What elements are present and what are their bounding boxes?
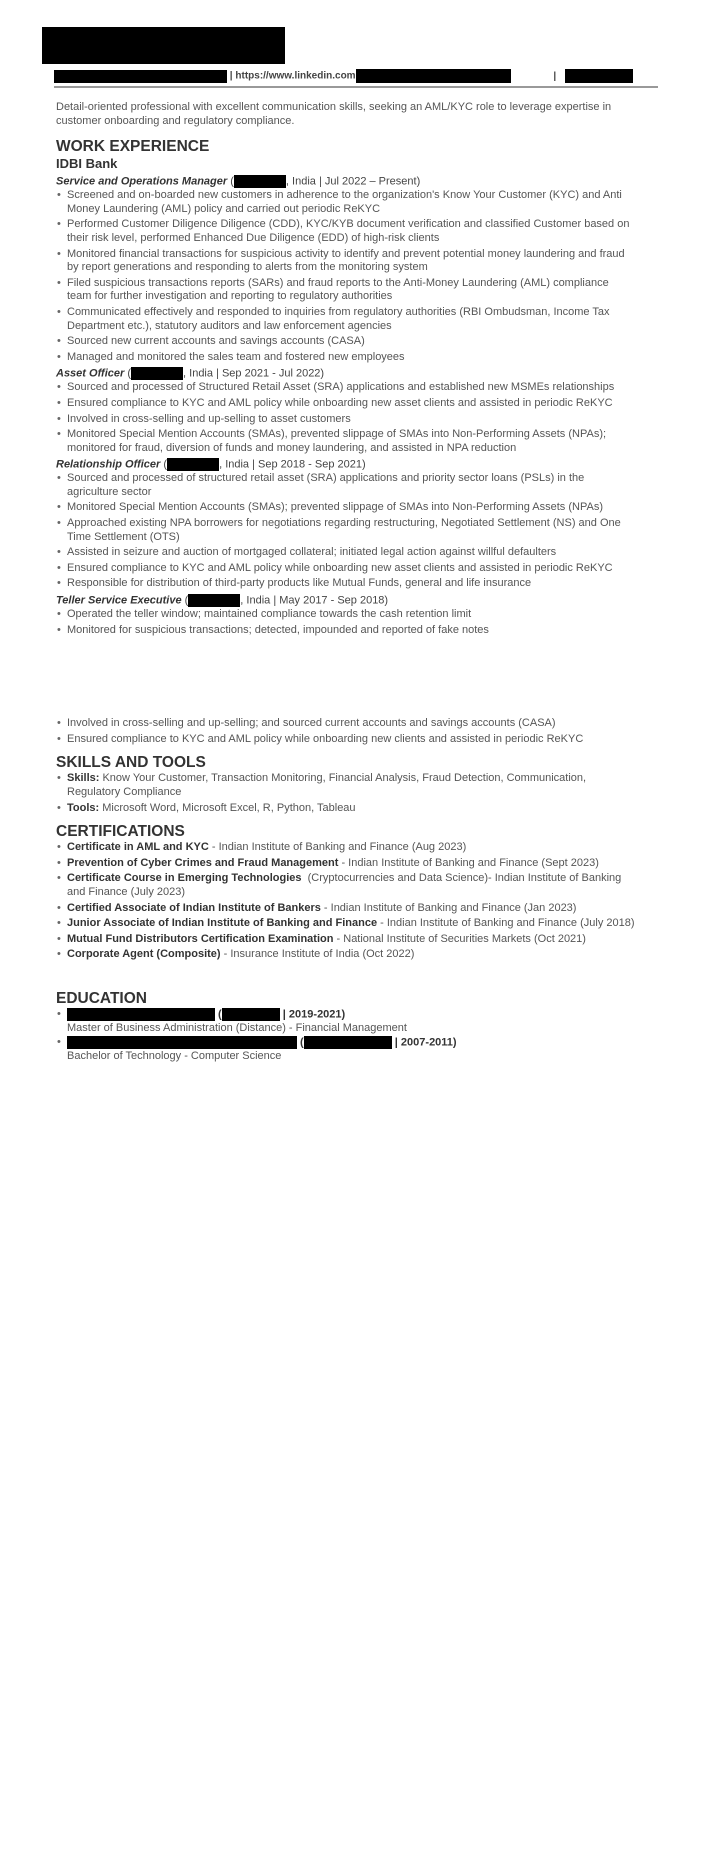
job-bullets — [56, 717, 636, 746]
list-item: • Ensured compliance to KYC and AML policy while onboarding new clients and assisted in periodic ReKYC — [56, 733, 636, 747]
certification-name: Certificate Course in Emerging Technologies — [67, 872, 302, 885]
separator: | — [553, 70, 557, 82]
company: IDBI Bank — [56, 156, 118, 172]
resume-body — [56, 101, 636, 1063]
job-dates: India | Jul 2022 – Present) — [292, 175, 421, 188]
education-years: | 2007-2011) — [394, 1035, 457, 1048]
list-item: • Performed Customer Diligence Diligence (CDD), KYC/KYB document verification and classified Customer based on their risk level, performed Enhanced Due Diligence (EDD) of high-risk clients — [56, 218, 636, 245]
list-item: • Ensured compliance to KYC and AML policy while onboarding new asset clients and assisted in periodic ReKYC — [56, 562, 636, 576]
job-title: Teller Service Executive — [56, 594, 182, 607]
education-degree: Master of Business Administration (Distance) - Financial Management — [67, 1021, 407, 1034]
job-dates: India | Sep 2021 - Jul 2022) — [189, 367, 325, 380]
list-item: • Monitored financial transactions for suspicious activity to identify and prevent potential money laundering and fraud by report generations and responding to alerts from the monitoring system — [56, 248, 636, 275]
location-redacted — [222, 1008, 280, 1021]
location-redacted — [131, 367, 183, 380]
list-item: • Ensured compliance to KYC and AML policy while onboarding new asset clients and assisted in periodic ReKYC — [56, 397, 636, 411]
job-bullets — [56, 381, 636, 455]
jobs — [56, 175, 636, 746]
certification-item — [56, 841, 636, 855]
job-title-line: Teller Service Executive ( , India | May 2017 - Sep 2018) — [56, 594, 389, 607]
skills-heading: SKILLS AND TOOLS — [56, 754, 206, 772]
list-item: • Monitored for suspicious transactions; detected, impounded and reported of fake notes — [56, 624, 636, 638]
separator: | — [229, 70, 233, 82]
education-heading: EDUCATION — [56, 989, 147, 1007]
certification-item — [56, 872, 636, 899]
certifications-list — [56, 841, 636, 962]
location-redacted — [234, 175, 286, 188]
name-redacted — [42, 27, 285, 64]
list-item: • Monitored Special Mention Accounts (SMAs); prevented slippage of SMAs into Non-Performing Assets (NPAs) — [56, 501, 636, 515]
list-item: • Sourced and processed of Structured Retail Asset (SRA) applications and established new MSMEs relationships — [56, 381, 636, 395]
certification-item — [56, 917, 636, 931]
list-item: • Sourced and processed of structured retail asset (SRA) applications and priority sector loans (PSLs) in the agriculture sector — [56, 472, 636, 499]
certification-name: Mutual Fund Distributors Certification Examination — [67, 932, 334, 945]
work-heading: WORK EXPERIENCE — [56, 138, 210, 156]
list-item: • Involved in cross-selling and up-selling; and sourced current accounts and savings accounts (CASA) — [56, 717, 636, 731]
location-redacted — [304, 1036, 392, 1049]
location-redacted — [167, 458, 219, 471]
certifications-heading: CERTIFICATIONS — [56, 823, 185, 841]
job-title: Relationship Officer — [56, 458, 161, 471]
job-bullets — [56, 189, 636, 364]
job-bullets — [56, 608, 636, 637]
job-dates: India | May 2017 - Sep 2018) — [246, 594, 389, 607]
certification-detail: (Cryptocurrencies and Data Science)- Indian Institute of Banking and Finance (July 2023) — [67, 872, 625, 898]
phone-redacted — [565, 69, 633, 83]
school-redacted — [67, 1008, 215, 1021]
list-item: • Assisted in seizure and auction of mortgaged collateral; initiated legal action against willful defaulters — [56, 546, 636, 560]
job-title: Service and Operations Manager — [56, 175, 228, 188]
list-item: • Communicated effectively and responded to inquiries from regulatory authorities (RBI Ombudsman, Income Tax Department etc.), statutory auditors and law enforcement agencies — [56, 306, 636, 333]
job-title-line: Asset Officer ( , India | Sep 2021 - Jul 2022) — [56, 367, 325, 380]
certification-item — [56, 948, 636, 962]
job-title-line: Service and Operations Manager ( , India | Jul 2022 – Present) — [56, 175, 421, 188]
contact-line — [54, 69, 632, 83]
certification-item — [56, 857, 636, 871]
certification-name: Corporate Agent (Composite) — [67, 948, 221, 961]
certification-detail: - Indian Institute of Banking and Finance (Sept 2023) — [338, 856, 599, 869]
list-item: • Sourced new current accounts and savings accounts (CASA) — [56, 335, 636, 349]
certification-detail: - Indian Institute of Banking and Finance (July 2018) — [377, 917, 635, 930]
skills-text: Microsoft Word, Microsoft Excel, R, Python, Tableau — [99, 801, 356, 814]
linkedin-link[interactable]: https://www.linkedin.com — [235, 70, 356, 82]
certification-detail: - Indian Institute of Banking and Finance (Aug 2023) — [208, 841, 467, 854]
list-item: • Approached existing NPA borrowers for negotiations regarding restructuring, Negotiated Settlement (NS) and One Time Settlement (OTS) — [56, 517, 636, 544]
certification-item — [56, 902, 636, 916]
education-item: • ( | 2007-2011) Bachelor of Technology - Computer Science — [56, 1036, 636, 1064]
summary: Detail-oriented professional with excellent communication skills, seeking an AML/KYC role to leverage expertise in customer onboarding and regulatory compliance. — [56, 101, 612, 127]
list-item: • Operated the teller window; maintained compliance towards the cash retention limit — [56, 608, 636, 622]
list-item: • Monitored Special Mention Accounts (SMAs), prevented slippage of SMAs into Non-Performing Assets (NPAs); monitored for fraud, diversion of funds and money laundering, and assisted in NPA reduction — [56, 428, 636, 455]
skills-label: Skills: — [67, 772, 100, 785]
education-degree: Bachelor of Technology - Computer Science — [67, 1049, 282, 1062]
education-years: | 2019-2021) — [282, 1008, 346, 1021]
skills-item — [56, 802, 636, 816]
list-item: • Involved in cross-selling and up-selling to asset customers — [56, 413, 636, 427]
job-title-line: Relationship Officer ( , India | Sep 2018 - Sep 2021) — [56, 458, 366, 471]
certification-detail: - National Institute of Securities Markets (Oct 2021) — [333, 932, 586, 945]
school-redacted — [67, 1036, 297, 1049]
certification-detail: - Indian Institute of Banking and Finance (Jan 2023) — [320, 901, 577, 914]
skills-label: Tools: — [67, 801, 100, 814]
header-rule — [54, 86, 658, 88]
page-gap — [56, 639, 636, 717]
certification-name: Prevention of Cyber Crimes and Fraud Management — [67, 856, 339, 869]
certification-item — [56, 933, 636, 947]
certification-name: Junior Associate of Indian Institute of Banking and Finance — [67, 917, 378, 930]
job-bullets — [56, 472, 636, 591]
job-title: Asset Officer — [56, 367, 125, 380]
skills-item — [56, 772, 636, 799]
job-dates: India | Sep 2018 - Sep 2021) — [225, 458, 366, 471]
list-item: • Managed and monitored the sales team and fostered new employees — [56, 351, 636, 365]
skills-list — [56, 772, 636, 815]
skills-text: Know Your Customer, Transaction Monitoring, Financial Analysis, Fraud Detection, Communication, Regulatory Compliance — [67, 772, 587, 798]
education-item: • ( | 2019-2021) Master of Business Administration (Distance) - Financial Management — [56, 1008, 636, 1036]
list-item: • Screened and on-boarded new customers in adherence to the organization's Know Your Customer (KYC) and Anti Money Laundering (AML) policy and carried out periodic ReKYC — [56, 189, 636, 216]
contact-redacted — [54, 70, 227, 83]
location-redacted — [188, 594, 240, 607]
list-item: • Responsible for distribution of third-party products like Mutual Funds, general and life insurance — [56, 577, 636, 591]
certification-name: Certificate in AML and KYC — [67, 841, 209, 854]
certification-name: Certified Associate of Indian Institute of Bankers — [67, 901, 321, 914]
certification-detail: - Insurance Institute of India (Oct 2022) — [220, 948, 415, 961]
linkedin-redacted — [356, 69, 511, 83]
list-item: • Filed suspicious transactions reports (SARs) and fraud reports to the Anti-Money Laundering (AML) compliance team for further investigation and reporting to regulatory authorities — [56, 277, 636, 304]
